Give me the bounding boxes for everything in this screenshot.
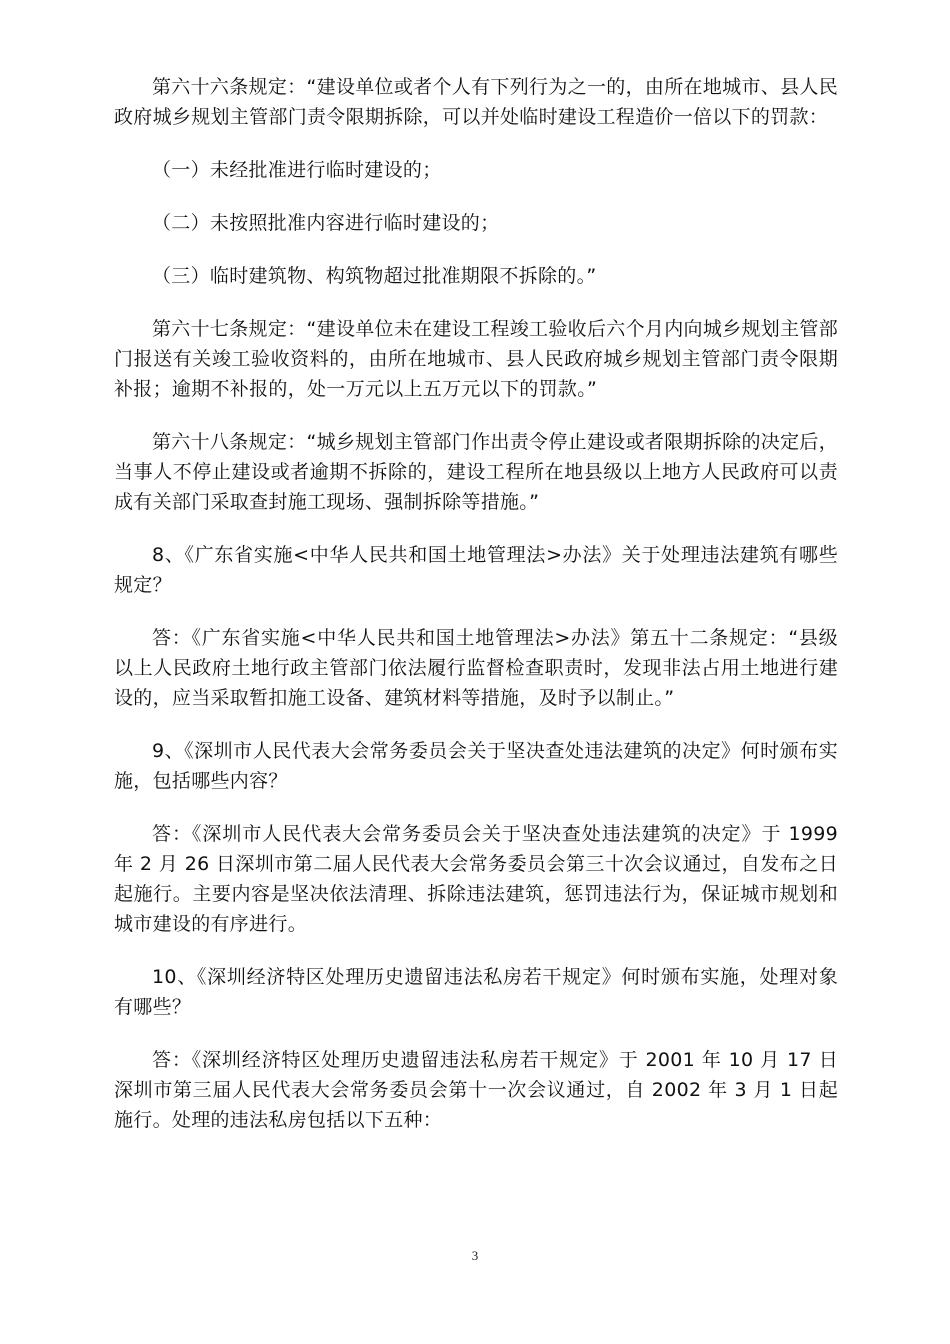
- page-number: 3: [471, 1248, 479, 1263]
- question-9: 9、《深圳市人民代表大会常务委员会关于坚决查处违法建筑的决定》何时颁布实施，包括哪些内容？: [114, 740, 838, 792]
- paragraph-item-2: （二）未按照批准内容进行临时建设的；: [152, 212, 500, 234]
- answer-8: 答：《广东省实施<中华人民共和国土地管理法>办法》第五十二条规定：“县级以上人民政府土地行政主管部门依法履行监督检查职责时，发现非法占用土地进行建设的，应当采取暂扣施工设备、建筑材料等措施，及时予以制止。”: [114, 627, 838, 709]
- paragraph-article-67: 第六十七条规定：“建设单位未在建设工程竣工验收后六个月内向城乡规划主管部门报送有关竣工验收资料的，由所在地城市、县人民政府城乡规划主管部门责令限期补报；逾期不补报的，处一万元以上五万元以下的罚款。”: [114, 318, 838, 400]
- paragraph-article-66: 第六十六条规定：“建设单位或者个人有下列行为之一的，由所在地城市、县人民政府城乡规划主管部门责令限期拆除，可以并处临时建设工程造价一倍以下的罚款：: [114, 76, 838, 128]
- document-body: [114, 72, 838, 1135]
- question-10: 10、《深圳经济特区处理历史遗留违法私房若干规定》何时颁布实施，处理对象有哪些？: [114, 966, 838, 1018]
- question-8: 8、《广东省实施<中华人民共和国土地管理法>办法》关于处理违法建筑有哪些规定？: [114, 544, 838, 596]
- paragraph-item-3: （三）临时建筑物、构筑物超过批准期限不拆除的。”: [152, 265, 597, 287]
- answer-10: 答：《深圳经济特区处理历史遗留违法私房若干规定》于 2001 年 10 月 17 日深圳市第三届人民代表大会常务委员会第十一次会议通过，自 2002 年 3 月 1 日起施行。处理的违法私房包括以下五种：: [114, 1049, 838, 1131]
- answer-9: 答：《深圳市人民代表大会常务委员会关于坚决查处违法建筑的决定》于 1999 年 2 月 26 日深圳市第二届人民代表大会常务委员会第三十次会议通过，自发布之日起施行。主要内容是坚决依法清理、拆除违法建筑，惩罚违法行为，保证城市规划和城市建设的有序进行。: [114, 823, 838, 935]
- paragraph-item-1: （一）未经批准进行临时建设的；: [152, 159, 442, 181]
- paragraph-article-68: 第六十八条规定：“城乡规划主管部门作出责令停止建设或者限期拆除的决定后，当事人不停止建设或者逾期不拆除的，建设工程所在地县级以上地方人民政府可以责成有关部门采取查封施工现场、强制拆除等措施。”: [114, 431, 838, 513]
